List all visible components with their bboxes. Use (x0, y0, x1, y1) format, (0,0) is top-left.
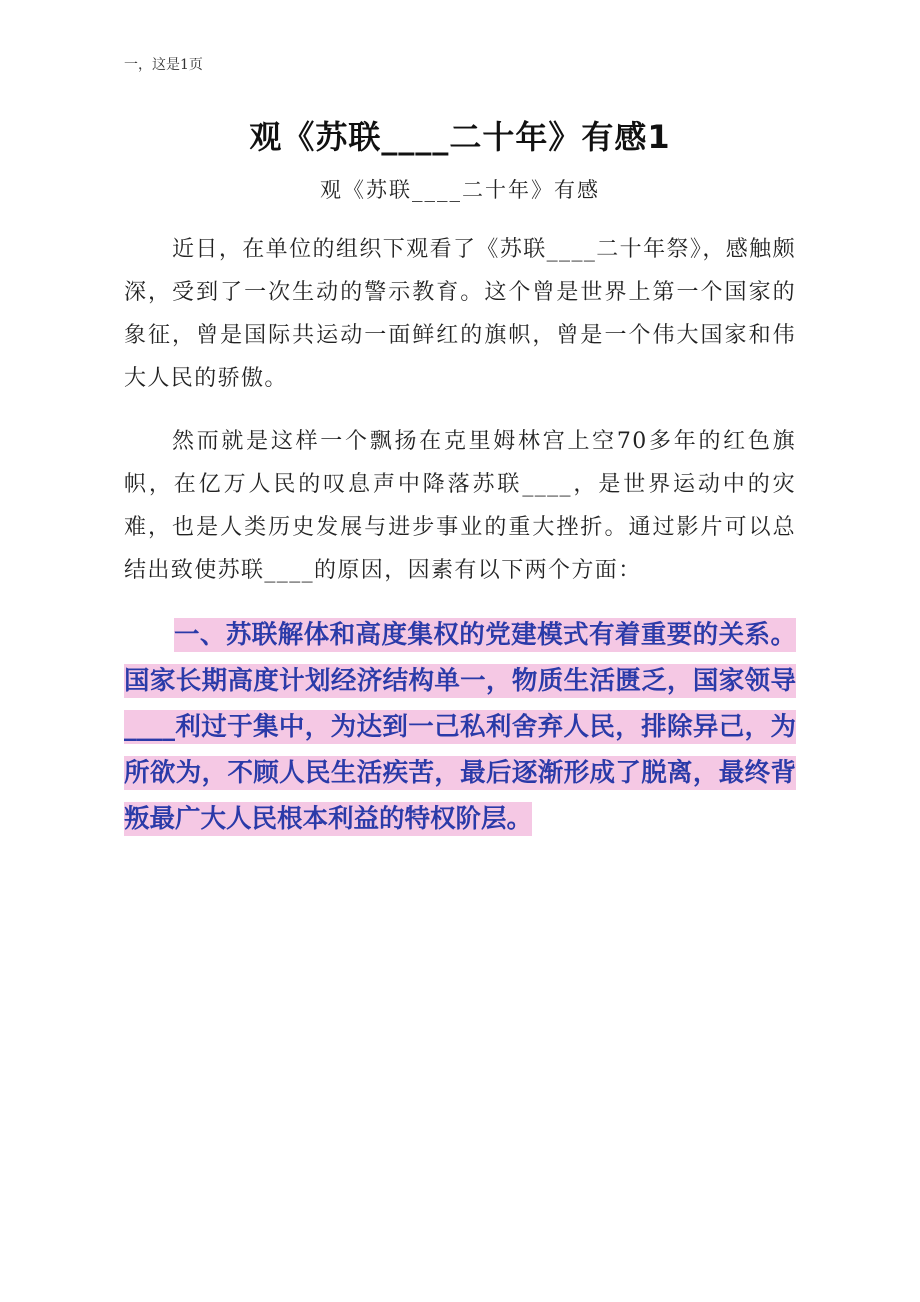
page-header-note: 一，这是1页 (124, 57, 203, 73)
body-paragraph-1: 近日，在单位的组织下观看了《苏联____二十年祭》，感触颇深，受到了一次生动的警示教育。这个曾是世界上第一个国家的象征，曾是国际共运动一面鲜红的旗帜，曾是一个伟大国家和伟大人民的骄傲。 (124, 237, 796, 391)
document-title: 观《苏联____二十年》有感1 (249, 118, 671, 156)
highlighted-paragraph (124, 612, 796, 842)
highlighted-text: 一、苏联解体和高度集权的党建模式有着重要的关系。国家长期高度计划经济结构单一，物质生活匮乏，国家领导____利过于集中，为达到一己私利舍弃人民，排除异己，为所欲为，不顾人民生活疾苦，最后逐渐形成了脱离，最终背叛最广大人民根本利益的特权阶层。 (124, 620, 796, 834)
document-subtitle: 观《苏联____二十年》有感 (320, 178, 600, 202)
body-paragraph-2: 然而就是这样一个飘扬在克里姆林宫上空70多年的红色旗帜，在亿万人民的叹息声中降落苏联____，是世界运动中的灾难，也是人类历史发展与进步事业的重大挫折。通过影片可以总结出致使苏联____的原因，因素有以下两个方面： (124, 429, 796, 583)
